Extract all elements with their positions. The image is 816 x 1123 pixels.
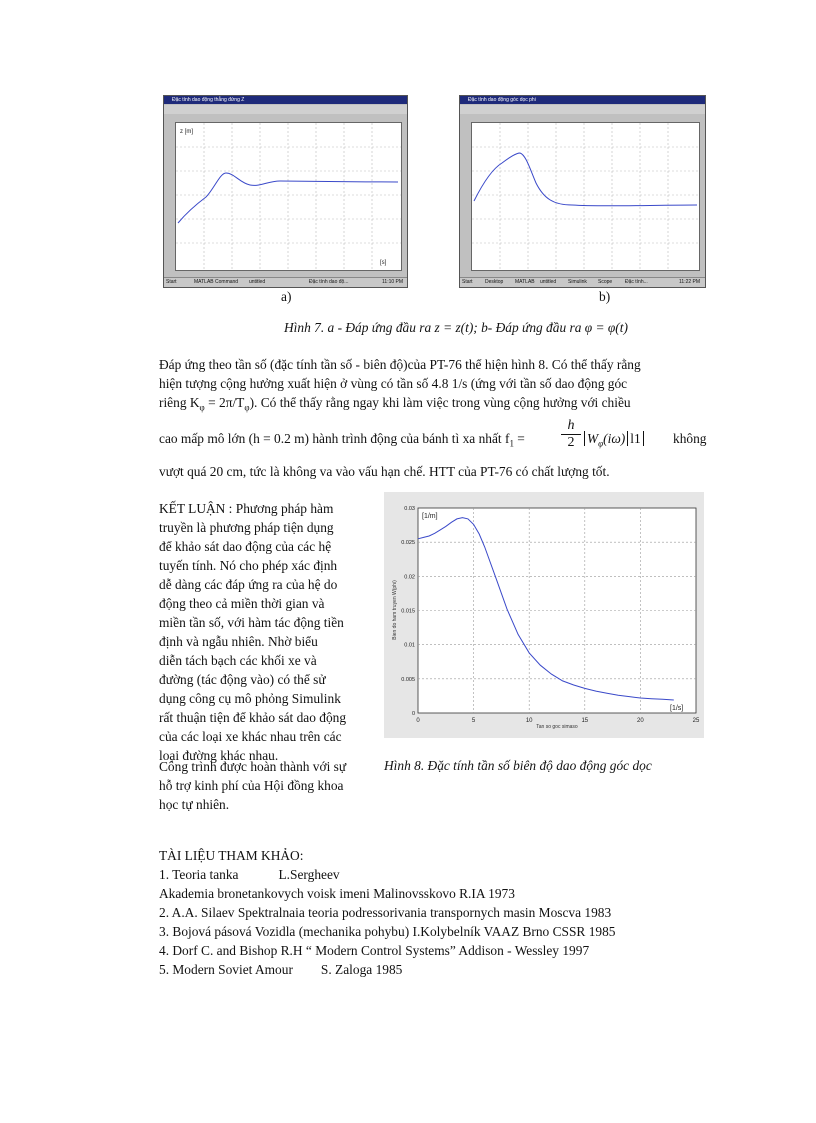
taskbar-clock: 11:10 PM	[382, 279, 404, 285]
fig8-ytick-label: 0.02	[404, 574, 415, 581]
acknowledgement-block	[159, 757, 374, 814]
taskbar-clock: 11:22 PM	[679, 279, 701, 285]
taskbar-item[interactable]: Đặc tính dao độ...	[309, 279, 349, 285]
conclusion-line: KẾT LUẬN : Phương pháp hàm	[159, 501, 334, 516]
fig7a-label: a)	[281, 289, 292, 304]
taskbar-item[interactable]: Scope	[598, 279, 613, 285]
taskbar-item[interactable]: Đặc tính...	[625, 279, 648, 285]
figure8-chart	[384, 492, 704, 738]
taskbar-start[interactable]: Start	[166, 279, 177, 285]
taskbar-item[interactable]: MATLAB	[515, 279, 535, 285]
conclusion-line: diễn tách bạch các khối xe và	[159, 653, 317, 668]
fig8-xtick-label: 15	[581, 718, 589, 724]
reference-item: 5. Modern Soviet Amour S. Zaloga 1985	[159, 962, 403, 977]
conclusion-line: loại đường khác nhau.	[159, 748, 279, 763]
taskbar-item[interactable]: Desktop	[485, 279, 504, 285]
taskbar-item[interactable]: untitled	[540, 279, 557, 285]
conclusion-line: của các loại xe khác nhau trên các	[159, 729, 342, 744]
conclusion-line: dễ dàng các đáp ứng ra của hệ do	[159, 577, 338, 592]
conclusion-line: truyền là phương pháp tiện dụng	[159, 520, 334, 535]
ack-line: hỗ trợ kinh phí của Hội đồng khoa	[159, 778, 344, 793]
figure7-caption: Hình 7. a - Đáp ứng đầu ra z = z(t); b- Đáp ứng đầu ra φ = φ(t)	[284, 320, 628, 335]
plot-area	[175, 122, 402, 271]
fig8-xtick-label: 25	[692, 718, 700, 724]
reference-item: 2. A.A. Silaev Spektralnaia teoria podressorivania transpornych masin Moscva 1983	[159, 905, 612, 920]
conclusion-line: rất thuận tiện để khảo sát dao động	[159, 710, 347, 725]
body-line-formula: cao mấp mô lớn (h = 0.2 m) hành trình động của bánh tì xa nhất $f_1$ =	[159, 431, 525, 449]
body-line: không	[673, 431, 707, 446]
toolbar	[164, 105, 407, 114]
taskbar	[164, 277, 407, 287]
fig8-ytick-label: 0	[411, 711, 415, 717]
fig7b-label: b)	[599, 289, 611, 304]
fig7b-svg	[472, 123, 699, 270]
reference-item: 3. Bojová pásová Vozidla (mechanika pohybu) I.Kolybelník VAAZ Brno CSSR 1985	[159, 924, 616, 939]
taskbar-item[interactable]: untitled	[249, 279, 266, 285]
reference-item: 4. Dorf C. and Bishop R.H “ Modern Control Systems” Addison - Wessley 1997	[159, 943, 590, 958]
conclusion-line: đường (tác động vào) có thể sử	[159, 672, 326, 687]
taskbar	[460, 277, 705, 287]
fig7a-ylabel: z [m]	[180, 129, 193, 135]
figure8-caption: Hình 8. Đặc tính tần số biên độ dao động góc dọc	[384, 758, 652, 773]
fig8-xtick-label: 5	[471, 718, 476, 724]
reference-item: 1. Teoria tanka L.Sergheev	[159, 867, 340, 882]
conclusion-line: miền tần số, với hàm tác động tiền	[159, 615, 344, 630]
ack-line: học tự nhiên.	[159, 797, 230, 812]
plot-area	[471, 122, 700, 271]
conclusion-line: định và ngẫu nhiên. Nhờ biểu	[159, 634, 318, 649]
fig8-xtick-label: 10	[525, 718, 533, 724]
reference-item: Akademia bronetankovych voisk imeni Malinovsskovo R.IA 1973	[159, 886, 515, 901]
fig7b-curve	[474, 153, 697, 206]
figure7a-screenshot	[163, 95, 408, 288]
window-title: Đặc tính dao động thẳng đứng Z	[164, 96, 407, 104]
taskbar-item[interactable]: Simulink	[568, 279, 587, 285]
fig8-yunit: [1/m]	[422, 513, 438, 520]
ack-line: Công trình được hoàn thành với sự	[159, 759, 347, 774]
fig8-xunit: [1/s]	[670, 705, 684, 712]
fig8-ytick-label: 0.025	[401, 540, 415, 547]
window-title: Đặc tính dao động góc dọc phi	[460, 96, 705, 104]
body-line: riêng $K_\varphi = 2\pi/T_\varphi$). Có thể thấy rằng ngay khi làm việc trong vùng cộng hưởng với chiều	[159, 395, 631, 413]
conclusion-line: dụng công cụ mô phỏng Simulink	[159, 691, 341, 706]
conclusion-line: tuyến tính. Nó cho phép xác định	[159, 558, 338, 573]
formula-body: $W_\varphi(i\omega)$ l1	[584, 429, 644, 454]
conclusion-block	[159, 499, 369, 765]
fig8-ytick-label: 0.01	[404, 642, 415, 649]
references-heading: TÀI LIỆU THAM KHẢO:	[159, 848, 304, 863]
taskbar-start[interactable]: Start	[462, 279, 473, 285]
body-line: hiện tượng cộng hưởng xuất hiện ở vùng có tần số 4.8 1/s (ứng với tần số dao động góc	[159, 376, 628, 391]
toolbar	[460, 105, 705, 114]
conclusion-line: để khảo sát dao động của các hệ	[159, 539, 332, 554]
body-line: Đáp ứng theo tần số (đặc tính tần số - biên độ)của PT-76 thể hiện hình 8. Có thể thấy rằng	[159, 357, 641, 372]
fig7a-xlabel: [s]	[380, 260, 387, 266]
taskbar-item[interactable]: MATLAB Command	[194, 279, 239, 285]
fig8-xtick-label: 0	[416, 718, 420, 724]
formula-fraction: h 2	[561, 418, 581, 451]
fig8-ytick-label: 0.015	[401, 608, 415, 615]
figure8-frame	[384, 492, 704, 738]
fig8-ytick-label: 0.005	[401, 676, 415, 683]
fig7a-svg	[176, 123, 401, 270]
fig8-ylabel: Bien do ham truyen W(phi)	[392, 580, 398, 640]
fig8-ytick-label: 0.03	[404, 506, 415, 512]
figure7b-screenshot	[459, 95, 706, 288]
fig8-xtick-label: 20	[637, 718, 644, 724]
fig8-xlabel: Tan so goc simaso	[536, 724, 578, 730]
conclusion-line: động theo cả miền thời gian và	[159, 596, 325, 611]
body-line: vượt quá 20 cm, tức là không va vào vấu hạn chế. HTT của PT-76 có chất lượng tốt.	[159, 464, 610, 479]
